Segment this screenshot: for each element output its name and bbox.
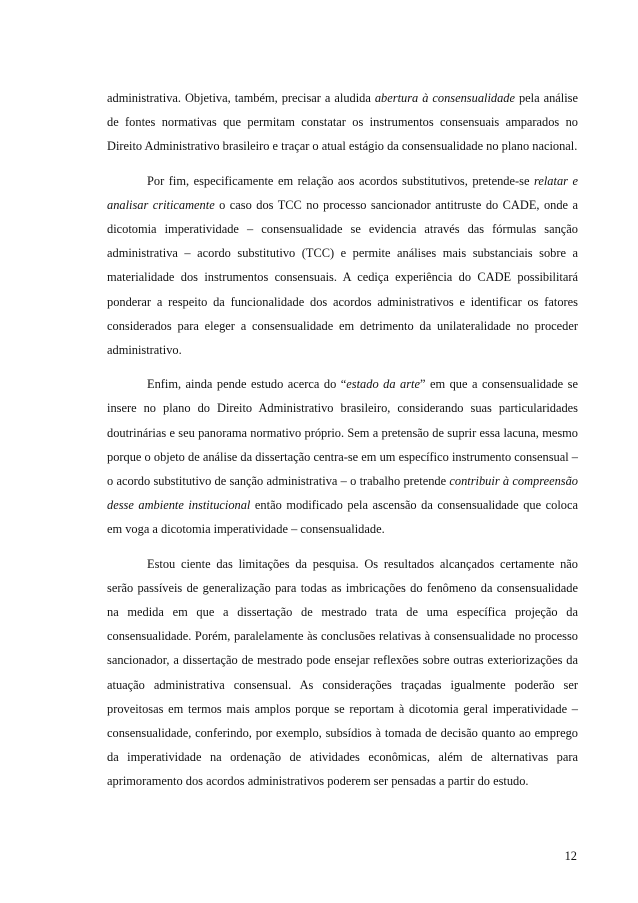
text-run: Estou ciente das limitações da pesquisa. Os resultados alcançados certamente não serão passíveis de generalização para todas as imbricações do fenômeno da consensualidade na medida em que a dissertação de mestrado trata de uma específica projeção da consensualidade. Porém, paralelamente às conclusões relativas à consensualidade no processo sancionador, a dissertação de mestrado pode ensejar reflexões sobre outras exteriorizações da atuação administrativa consensual. As considerações traçadas igualmente poderão ser proveitosas em termos mais amplos porque se reportam à dicotomia geral imperatividade – consensualidade, conferindo, por exemplo, subsídios à tomada de decisão quanto ao emprego da imperatividade na ordenação de atividades econômicas, além de alternativas para aprimoramento dos acordos administrativos poderem ser pensadas a partir do estudo. [107, 556, 578, 789]
text-run: administrativa. Objetiva, também, precisar a aludida [107, 91, 375, 105]
italic-phrase: estado da arte [346, 377, 420, 392]
page-number: 12 [564, 849, 577, 863]
text-run: Por fim, especificamente em relação aos acordos substitutivos, pretende-se [147, 173, 534, 188]
text-run: ” em que a consensualidade se insere no plano do Direito Administrativo brasileiro, considerando suas particularidades doutrinárias e seu panorama normativo próprio. Sem a pretensão de suprir essa lacuna, mesmo porque o objeto de análise da dissertação centra-se em um específico instrumento consensual – o acordo substitutivo de sanção administrativa – o trabalho pretende [107, 377, 578, 489]
text-run: o caso dos TCC no processo sancionador antitruste do CADE, onde a dicotomia imperatividade – consensualidade se evidencia através das fórmulas sanção administrativa – acordo substitutivo (TCC) e permite análises mais substanciais sobre a materialidade dos instrumentos consensuais. A cediça experiência do CADE possibilitará ponderar a respeito da funcionalidade dos acordos administrativos e identificar os fatores considerados para eleger a consensualidade em detrimento da unilateralidade no proceder administrativo. [107, 197, 578, 358]
italic-phrase: relatar e analisar criticamente [107, 173, 578, 212]
text-run: Enfim, ainda pende estudo acerca do “ [147, 377, 347, 392]
paragraph [107, 372, 578, 541]
paragraph [107, 552, 578, 794]
italic-phrase: abertura à consensualidade [374, 91, 515, 105]
paragraph [107, 169, 578, 363]
text-run: então modificado pela ascensão da consensualidade que coloca em voga a dicotomia imperatividade – consensualidade. [107, 498, 578, 537]
text-run: pela análise de fontes normativas que permitam constatar os instrumentos consensuais amparados no Direito Administrativo brasileiro e traçar o atual estágio da consensualidade no plano nacional. [107, 91, 578, 154]
body-text [107, 86, 578, 794]
paragraph [107, 86, 578, 159]
italic-phrase: contribuir à compreensão desse ambiente institucional [107, 474, 578, 513]
